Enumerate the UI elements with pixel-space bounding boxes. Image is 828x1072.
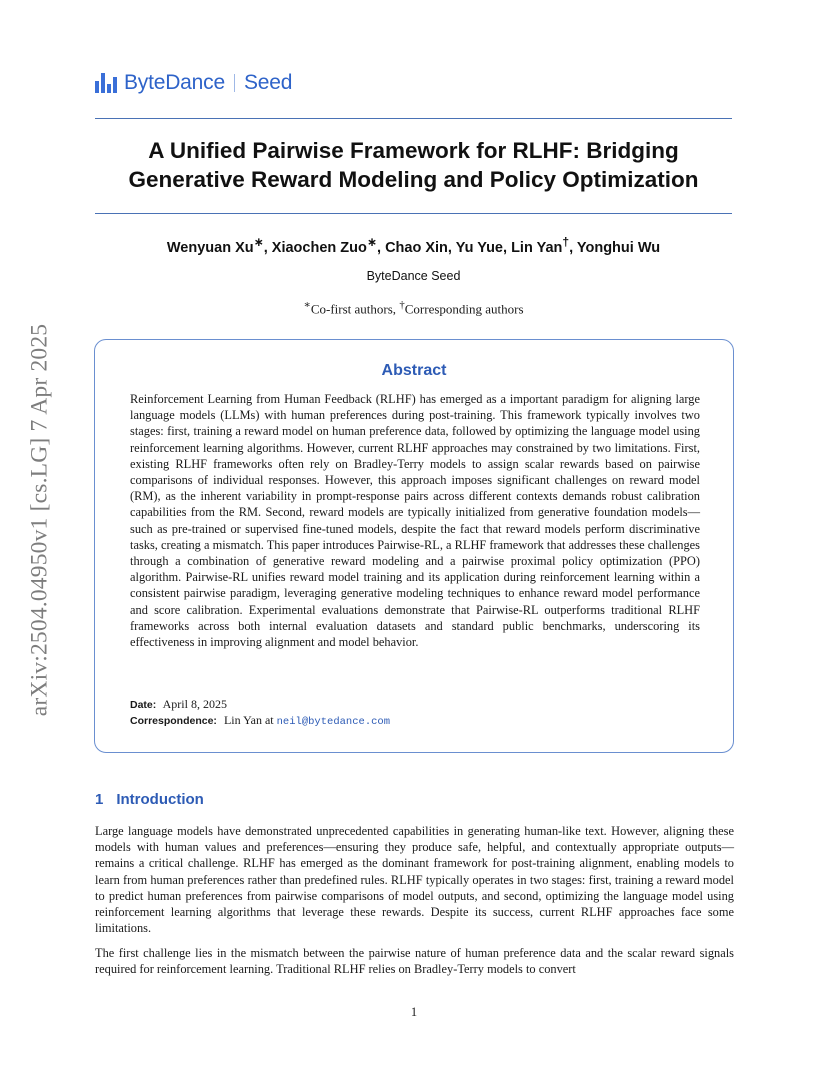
correspondence-label: Correspondence:: [130, 715, 217, 727]
date-label: Date:: [130, 699, 157, 711]
bytedance-logo-icon: [95, 73, 117, 93]
title-line-2: Generative Reward Modeling and Policy Optimization: [128, 167, 699, 192]
intro-paragraph-2: The first challenge lies in the mismatch between the pairwise nature of human preference data and the scalar reward signals required for reinforcement learning. Traditional RLHF relies on Bradley-Terry models to convert: [95, 946, 734, 977]
section-title: Introduction: [116, 791, 204, 808]
author-list: Wenyuan Xu∗, Xiaochen Zuo∗, Chao Xin, Yu Yue, Lin Yan†, Yonghui Wu: [166, 235, 661, 256]
title-bottom-rule: [95, 213, 732, 214]
author: Wenyuan Xu∗: [166, 235, 264, 256]
page-number: 1: [410, 1005, 418, 1019]
bytedance-seed-logo: [95, 70, 292, 96]
sub-brand-name: Seed: [243, 71, 293, 94]
author: Yonghui Wu: [576, 239, 661, 256]
brand-divider: [234, 74, 235, 92]
author-notes: ∗Co-first authors, †Corresponding authors: [303, 299, 524, 317]
correspondence-name: Lin Yan at: [223, 713, 277, 727]
abstract-heading: Abstract: [381, 362, 447, 379]
abstract-box: [94, 339, 734, 753]
author: Xiaochen Zuo∗: [271, 235, 377, 256]
paper-title: [95, 136, 732, 194]
brand-name: ByteDance: [124, 71, 225, 94]
title-line-1: A Unified Pairwise Framework for RLHF: Bridging: [148, 138, 679, 163]
intro-paragraph-1: Large language models have demonstrated unprecedented capabilities in generating human-like text. However, aligning these models with human values and preferences—ensuring they produce safe, helpful, and contextually appropriate outputs—remains a critical challenge. RLHF has emerged as the dominant framework for post-training alignment, enabling models to learn from human preferences rather than predefined rules. RLHF typically operates in two stages: first, training a reward model to predict human preferences from pairwise comparisons of model outputs, and second, optimizing the language model using reinforcement learning algorithms that leverage these rewards. Despite its success, current RLHF approaches face some limitations.: [95, 824, 734, 936]
section-heading: [95, 791, 204, 808]
correspondence-line: [130, 713, 700, 728]
date-value: April 8, 2025: [162, 697, 227, 711]
correspondence-email-link[interactable]: neil@bytedance.com: [276, 716, 391, 728]
affiliation: ByteDance Seed: [366, 269, 461, 283]
date-line: [130, 697, 700, 712]
arxiv-identifier: arXiv:2504.04950v1 [cs.LG] 7 Apr 2025: [26, 323, 53, 717]
section-number: 1: [95, 791, 104, 808]
author: Yu Yue: [455, 239, 503, 256]
author: Lin Yan†: [511, 235, 570, 256]
abstract-text: Reinforcement Learning from Human Feedback (RLHF) has emerged as a important paradigm for aligning large language models (LLMs) with human preferences during post-training. This framework typically involves two stages: first, training a reward model on human preference data, followed by optimizing the language model using reinforcement learning algorithms. However, current RLHF approaches may constrained by two limitations. First, existing RLHF frameworks often rely on Bradley-Terry models to assign scalar rewards based on pairwise comparisons of individual responses. However, this approach imposes significant challenges on reward model (RM), as the inherent variability in prompt-response pairs across different contexts demands robust calibration capabilities from the RM. Second, reward models are typically initialized from generative foundation models—such as pre-trained or supervised fine-tuned models, despite the fact that reward models perform discriminative tasks, creating a mismatch. This paper introduces Pairwise-RL, a RLHF framework that addresses these challenges through a combination of generative reward modeling and a pairwise proximal policy optimization (PPO) algorithm. Pairwise-RL unifies reward model training and its application during reinforcement learning within a consistent pairwise paradigm, leveraging generative modeling techniques to enhance reward model performance and score calibration. Experimental evaluations demonstrate that Pairwise-RL outperforms traditional RLHF frameworks across both internal evaluation datasets and standard public benchmarks, underscoring its effectiveness in improving alignment and model behavior.: [130, 392, 700, 650]
author: Chao Xin: [385, 239, 448, 256]
top-rule: [95, 118, 732, 119]
